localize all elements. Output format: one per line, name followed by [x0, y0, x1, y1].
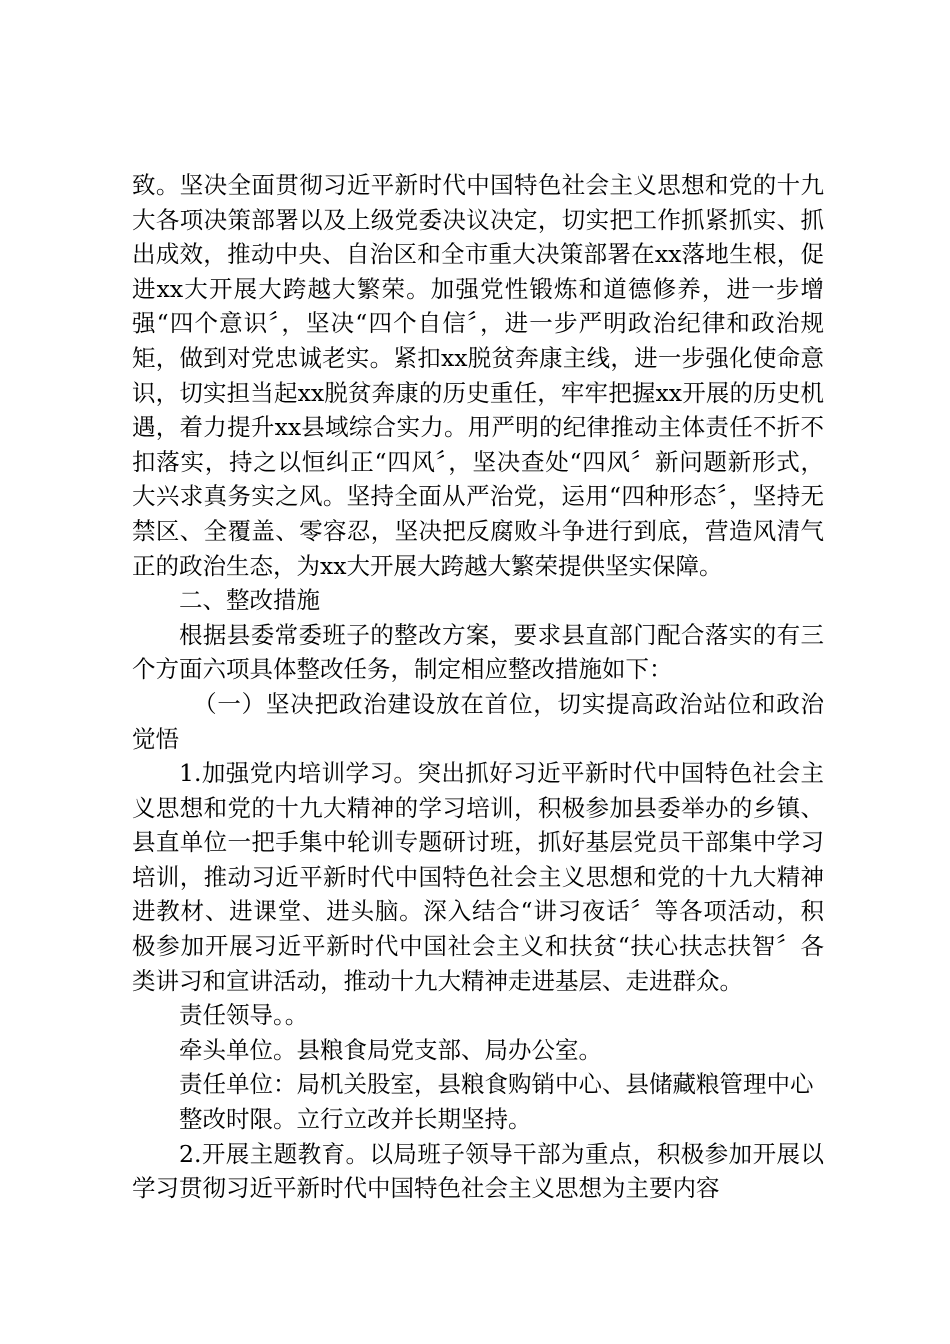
document-body — [132, 168, 824, 1206]
paragraph-item-2: 2.开展主题教育。以局班子领导干部为重点，积极参加开展以学习贯彻习近平新时代中国特色社会主义思想为主要内容 — [132, 1139, 824, 1203]
lead-unit: 牵头单位。县粮食局党支部、局办公室。 — [179, 1035, 602, 1064]
responsible-unit: 责任单位：局机关股室，县粮食购销中心、县储藏粮管理中心 — [179, 1070, 814, 1099]
paragraph-intro: 根据县委常委班子的整改方案，要求县直部门配合落实的有三个方面六项具体整改任务，制定相应整改措施如下： — [132, 620, 824, 684]
rectification-deadline: 整改时限。立行立改并长期坚持。 — [179, 1105, 532, 1134]
section-heading: 二、整改措施 — [179, 586, 320, 615]
subsection-heading: （一）坚决把政治建设放在首位，切实提高政治站位和政治觉悟 — [132, 689, 824, 753]
paragraph-continuation: 致。坚决全面贯彻习近平新时代中国特色社会主义思想和党的十九大各项决策部署以及上级党委决议决定，切实把工作抓紧抓实、抓出成效，推动中央、自治区和全市重大决策部署在xx落地生根，促进xx大开展大跨越大繁荣。加强党性锻炼和道德修养，进一步增强“四个意识〞，坚决“四个自信〞，进一步严明政治纪律和政治规矩，做到对党忠诚老实。紧扣xx脱贫奔康主线，进一步强化使命意识，切实担当起xx脱贫奔康的历史重任，牢牢把握xx开展的历史机遇，着力提升xx县域综合实力。用严明的纪律推动主体责任不折不扣落实，持之以恒纠正“四风〞，坚决查处“四风〞新问题新形式，大兴求真务实之风。坚持全面从严治党，运用“四种形态〞，坚持无禁区、全覆盖、零容忍，坚决把反腐败斗争进行到底，营造风清气正的政治生态，为xx大开展大跨越大繁荣提供坚实保障。 — [132, 171, 824, 580]
responsible-leader: 责任领导。。 — [179, 1001, 309, 1030]
paragraph-item-1: 1.加强党内培训学习。突出抓好习近平新时代中国特色社会主义思想和党的十九大精神的学习培训，积极参加县委举办的乡镇、县直单位一把手集中轮训专题研讨班，抓好基层党员干部集中学习培训，推动习近平新时代中国特色社会主义思想和党的十九大精神进教材、进课堂、进头脑。深入结合“讲习夜话〞等各项活动，积极参加开展习近平新时代中国社会主义和扶贫“扶心扶志扶智〞各类讲习和宣讲活动，推动十九大精神走进基层、走进群众。 — [132, 759, 824, 995]
